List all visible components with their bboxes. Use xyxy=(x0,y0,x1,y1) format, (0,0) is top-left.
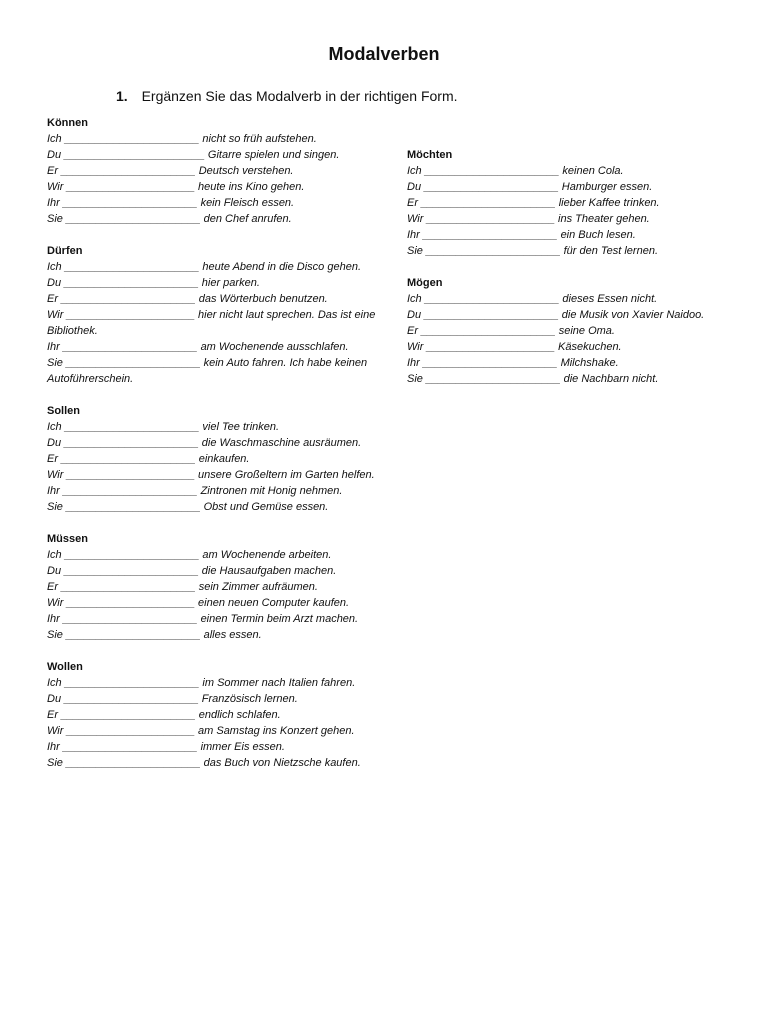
exercise-line xyxy=(407,307,737,323)
sentence-rest: viel Tee trinken. xyxy=(202,421,280,433)
pronoun: Sie xyxy=(407,373,423,385)
exercise-line xyxy=(47,131,377,147)
sentence-rest: einkaufen. xyxy=(198,453,250,465)
pronoun: Du xyxy=(47,437,62,449)
exercise-line xyxy=(47,579,377,595)
sentence-rest: die Nachbarn nicht. xyxy=(563,373,659,385)
sentence-rest: Milchshake. xyxy=(560,357,619,369)
sentence-rest: keinen Cola. xyxy=(562,165,624,177)
sentence-rest: kein Fleisch essen. xyxy=(200,197,295,209)
answer-blank[interactable]: ______________________ xyxy=(61,453,196,465)
pronoun: Wir xyxy=(47,181,64,193)
answer-blank[interactable]: ______________________ xyxy=(424,309,559,321)
exercise-line xyxy=(407,195,737,211)
exercise-line xyxy=(47,435,377,451)
answer-blank[interactable]: ______________________ xyxy=(64,677,200,689)
exercise-line xyxy=(407,355,737,371)
sentence-rest: heute ins Kino gehen. xyxy=(198,181,305,193)
answer-blank[interactable]: ______________________ xyxy=(62,485,198,497)
exercise-line xyxy=(47,419,377,435)
section-heading: Müssen xyxy=(47,533,88,545)
answer-blank[interactable]: _____________________ xyxy=(426,213,555,225)
sentence-rest: Gitarre spielen und singen. xyxy=(207,149,340,161)
pronoun: Sie xyxy=(47,501,63,513)
pronoun: Er xyxy=(407,325,418,337)
instruction-text: Ergänzen Sie das Modalverb in der richtigen Form. xyxy=(141,88,458,104)
section-duerfen xyxy=(47,243,377,387)
pronoun: Du xyxy=(407,309,422,321)
exercise-line xyxy=(407,163,737,179)
sentence-rest: einen neuen Computer kaufen. xyxy=(198,597,350,609)
answer-blank[interactable]: ______________________ xyxy=(64,565,199,577)
answer-blank[interactable]: ______________________ xyxy=(64,261,200,273)
answer-blank[interactable]: ______________________ xyxy=(62,341,198,353)
sentence-rest: die Musik von Xavier Naidoo. xyxy=(561,309,705,321)
answer-blank[interactable]: ______________________ xyxy=(65,757,201,769)
instruction-number: 1. xyxy=(116,88,128,104)
answer-blank[interactable]: ______________________ xyxy=(64,277,199,289)
answer-blank[interactable]: _______________________ xyxy=(64,149,205,161)
answer-blank[interactable]: ______________________ xyxy=(424,165,560,177)
section-heading: Dürfen xyxy=(47,245,83,257)
pronoun: Er xyxy=(47,453,58,465)
exercise-line xyxy=(47,147,377,163)
answer-blank[interactable]: ______________________ xyxy=(65,357,201,369)
sentence-rest: Deutsch verstehen. xyxy=(198,165,294,177)
pronoun: Sie xyxy=(47,629,63,641)
pronoun: Er xyxy=(47,581,58,593)
answer-blank[interactable]: ______________________ xyxy=(424,293,560,305)
pronoun: Ihr xyxy=(47,485,60,497)
sentence-rest: die Waschmaschine ausräumen. xyxy=(201,437,362,449)
sentence-rest: für den Test lernen. xyxy=(563,245,659,257)
answer-blank[interactable]: ______________________ xyxy=(62,741,198,753)
exercise-line xyxy=(407,179,737,195)
pronoun: Ich xyxy=(407,293,422,305)
sentence-rest: immer Eis essen. xyxy=(200,741,285,753)
pronoun: Ich xyxy=(47,133,62,145)
instruction xyxy=(116,88,458,104)
answer-blank[interactable]: _____________________ xyxy=(426,341,555,353)
sentence-rest: den Chef anrufen. xyxy=(203,213,292,225)
section-heading: Sollen xyxy=(47,405,81,417)
exercise-line xyxy=(407,227,737,243)
pronoun: Ihr xyxy=(47,341,60,353)
pronoun: Er xyxy=(47,709,58,721)
sentence-rest: hier parken. xyxy=(201,277,260,289)
pronoun: Du xyxy=(407,181,422,193)
sentence-rest: am Wochenende arbeiten. xyxy=(202,549,332,561)
sentence-rest: alles essen. xyxy=(203,629,262,641)
answer-blank[interactable]: ______________________ xyxy=(425,373,561,385)
pronoun: Du xyxy=(47,565,62,577)
sentence-rest: nicht so früh aufstehen. xyxy=(202,133,317,145)
exercise-line xyxy=(47,195,377,211)
sentence-rest: am Samstag ins Konzert gehen. xyxy=(198,725,355,737)
pronoun: Er xyxy=(47,165,58,177)
sentence-rest: das Buch von Nietzsche kaufen. xyxy=(203,757,361,769)
answer-blank[interactable]: ______________________ xyxy=(61,165,196,177)
sentence-rest: endlich schlafen. xyxy=(198,709,281,721)
pronoun: Sie xyxy=(47,213,63,225)
pronoun: Ihr xyxy=(47,197,60,209)
answer-blank[interactable]: ______________________ xyxy=(62,197,198,209)
exercise-line xyxy=(47,467,377,483)
exercise-line xyxy=(47,163,377,179)
exercise-line xyxy=(47,291,377,307)
answer-blank[interactable]: ______________________ xyxy=(64,693,199,705)
pronoun: Wir xyxy=(407,341,424,353)
answer-blank[interactable]: ______________________ xyxy=(425,245,561,257)
exercise-line xyxy=(47,275,377,291)
pronoun: Sie xyxy=(407,245,423,257)
answer-blank[interactable]: ______________________ xyxy=(65,213,201,225)
sentence-rest: Obst und Gemüse essen. xyxy=(203,501,329,513)
exercise-line xyxy=(47,723,377,739)
answer-blank[interactable]: ______________________ xyxy=(422,357,558,369)
section-heading: Wollen xyxy=(47,661,83,673)
exercise-line xyxy=(47,307,377,339)
exercise-line xyxy=(47,627,377,643)
sentence-rest: seine Oma. xyxy=(558,325,615,337)
pronoun: Ihr xyxy=(47,613,60,625)
sentence-rest: ins Theater gehen. xyxy=(558,213,650,225)
answer-blank[interactable]: _____________________ xyxy=(66,725,195,737)
answer-blank[interactable]: ______________________ xyxy=(65,629,201,641)
exercise-line xyxy=(407,243,737,259)
sentence-rest: die Hausaufgaben machen. xyxy=(201,565,337,577)
answer-blank[interactable]: ______________________ xyxy=(62,613,198,625)
pronoun: Ich xyxy=(407,165,422,177)
pronoun: Ihr xyxy=(47,741,60,753)
left-column xyxy=(47,115,377,787)
exercise-line xyxy=(47,259,377,275)
pronoun: Wir xyxy=(47,597,64,609)
answer-blank[interactable]: _____________________ xyxy=(66,309,195,321)
section-heading: Können xyxy=(47,117,88,129)
exercise-line xyxy=(407,323,737,339)
section-wollen xyxy=(47,659,377,771)
sentence-rest: kein Auto fahren. Ich habe keinen Autoführerschein. xyxy=(47,357,368,385)
pronoun: Er xyxy=(47,293,58,305)
exercise-line xyxy=(47,211,377,227)
pronoun: Ich xyxy=(47,549,62,561)
pronoun: Du xyxy=(47,149,62,161)
exercise-line xyxy=(407,211,737,227)
exercise-line xyxy=(47,755,377,771)
answer-blank[interactable]: ______________________ xyxy=(421,325,556,337)
section-moegen xyxy=(407,275,737,387)
answer-blank[interactable]: ______________________ xyxy=(64,133,200,145)
exercise-line xyxy=(47,611,377,627)
sentence-rest: Hamburger essen. xyxy=(561,181,653,193)
sentence-rest: am Wochenende ausschlafen. xyxy=(200,341,349,353)
exercise-line xyxy=(47,547,377,563)
exercise-line xyxy=(47,707,377,723)
pronoun: Du xyxy=(47,693,62,705)
sentence-rest: heute Abend in die Disco gehen. xyxy=(202,261,362,273)
section-moechten xyxy=(407,147,737,259)
section-heading: Möchten xyxy=(407,149,453,161)
answer-blank[interactable]: ______________________ xyxy=(422,229,558,241)
pronoun: Ihr xyxy=(407,357,420,369)
pronoun: Ich xyxy=(47,421,62,433)
section-koennen xyxy=(47,115,377,227)
exercise-line xyxy=(407,339,737,355)
pronoun: Er xyxy=(407,197,418,209)
answer-blank[interactable]: ______________________ xyxy=(61,709,196,721)
answer-blank[interactable]: ______________________ xyxy=(61,581,196,593)
exercise-line xyxy=(47,451,377,467)
sentence-rest: Französisch lernen. xyxy=(201,693,298,705)
pronoun: Sie xyxy=(47,357,63,369)
sentence-rest: hier nicht laut sprechen. Das ist eine Bibliothek. xyxy=(47,309,376,337)
sentence-rest: Käsekuchen. xyxy=(558,341,622,353)
sentence-rest: das Wörterbuch benutzen. xyxy=(198,293,328,305)
sentence-rest: dieses Essen nicht. xyxy=(562,293,658,305)
sentence-rest: ein Buch lesen. xyxy=(560,229,636,241)
pronoun: Du xyxy=(47,277,62,289)
answer-blank[interactable]: _____________________ xyxy=(66,181,195,193)
answer-blank[interactable]: _____________________ xyxy=(66,469,195,481)
pronoun: Wir xyxy=(407,213,424,225)
exercise-line xyxy=(47,339,377,355)
answer-blank[interactable]: ______________________ xyxy=(64,421,200,433)
pronoun: Ich xyxy=(47,261,62,273)
answer-blank[interactable]: ______________________ xyxy=(424,181,559,193)
pronoun: Ich xyxy=(47,677,62,689)
right-column xyxy=(407,147,737,403)
pronoun: Wir xyxy=(47,309,64,321)
answer-blank[interactable]: ______________________ xyxy=(64,549,200,561)
sentence-rest: im Sommer nach Italien fahren. xyxy=(202,677,356,689)
sentence-rest: einen Termin beim Arzt machen. xyxy=(200,613,359,625)
exercise-line xyxy=(47,179,377,195)
exercise-line xyxy=(407,371,737,387)
exercise-line xyxy=(47,483,377,499)
exercise-line xyxy=(407,291,737,307)
answer-blank[interactable]: ______________________ xyxy=(64,437,199,449)
section-heading: Mögen xyxy=(407,277,443,289)
answer-blank[interactable]: ______________________ xyxy=(65,501,201,513)
answer-blank[interactable]: ______________________ xyxy=(61,293,196,305)
answer-blank[interactable]: _____________________ xyxy=(66,597,195,609)
exercise-line xyxy=(47,675,377,691)
section-muessen xyxy=(47,531,377,643)
page-title: Modalverben xyxy=(328,44,440,64)
pronoun: Ihr xyxy=(407,229,420,241)
sentence-rest: Zintronen mit Honig nehmen. xyxy=(200,485,343,497)
pronoun: Wir xyxy=(47,725,64,737)
exercise-line xyxy=(47,595,377,611)
exercise-line xyxy=(47,739,377,755)
exercise-line xyxy=(47,691,377,707)
exercise-line xyxy=(47,499,377,515)
exercise-line xyxy=(47,355,377,387)
answer-blank[interactable]: ______________________ xyxy=(421,197,556,209)
sentence-rest: sein Zimmer aufräumen. xyxy=(198,581,318,593)
pronoun: Wir xyxy=(47,469,64,481)
exercise-line xyxy=(47,563,377,579)
section-sollen xyxy=(47,403,377,515)
pronoun: Sie xyxy=(47,757,63,769)
sentence-rest: unsere Großeltern im Garten helfen. xyxy=(198,469,375,481)
sentence-rest: lieber Kaffee trinken. xyxy=(558,197,660,209)
